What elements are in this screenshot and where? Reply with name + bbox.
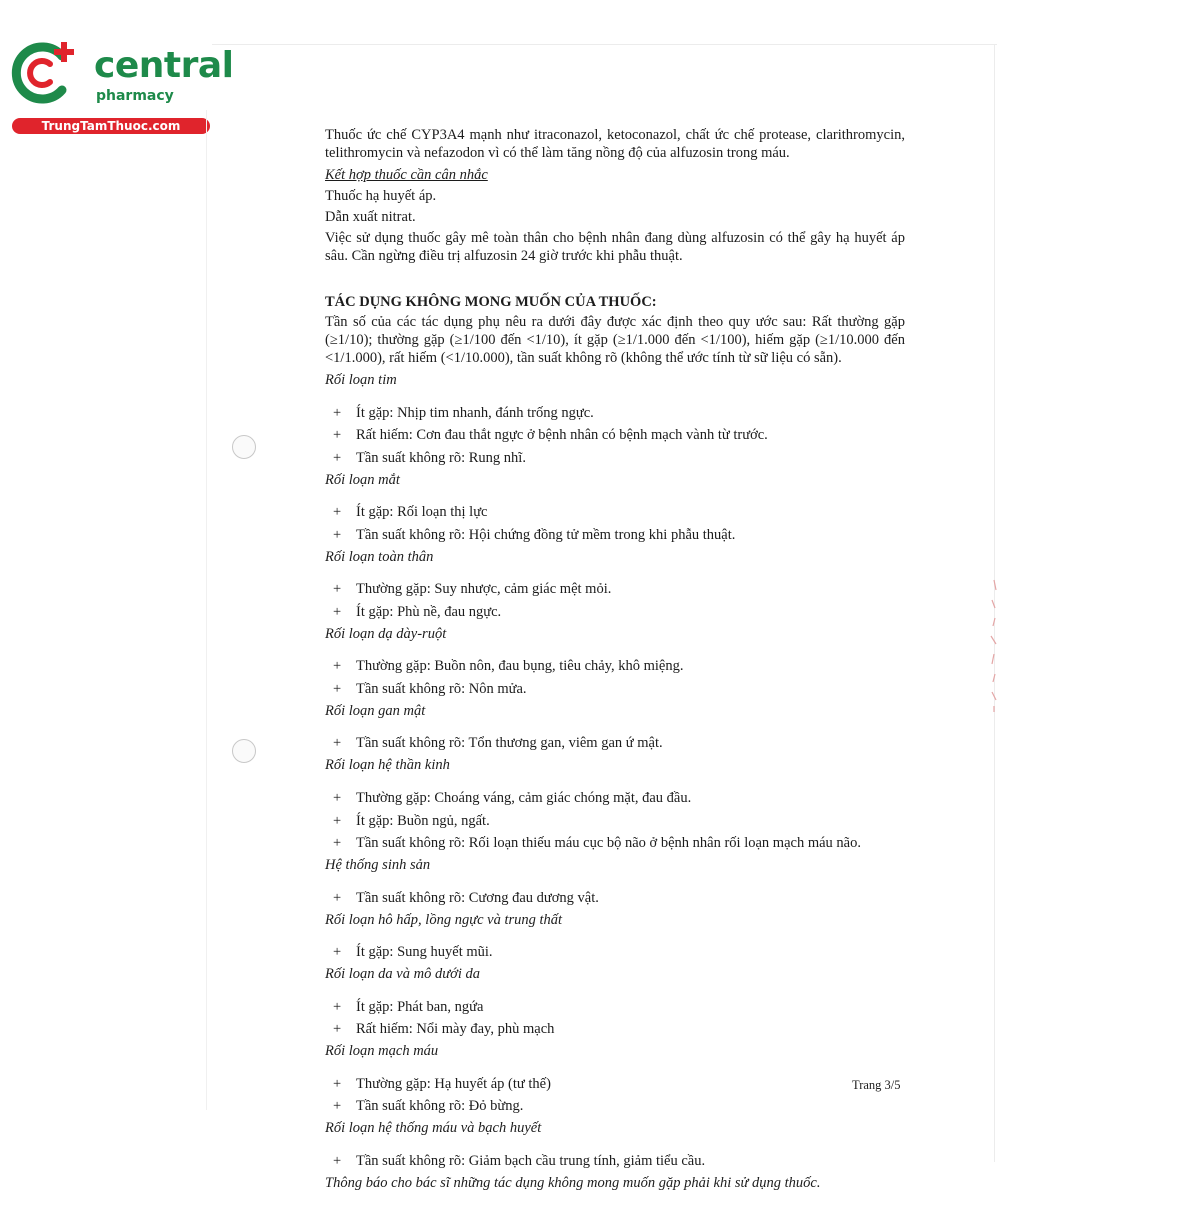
category-title: Rối loạn mạch máu <box>325 1043 439 1060</box>
category-title: Rối loạn toàn thân <box>325 548 434 565</box>
list-item-text: Rất hiếm: Nổi mày đay, phù mạch <box>356 1021 555 1038</box>
category-title: Rối loạn dạ dày-ruột <box>325 625 447 642</box>
list-item <box>325 449 905 467</box>
list-item <box>325 1075 905 1093</box>
plus-bullet-icon: + <box>333 835 342 852</box>
page-number: Trang 3/5 <box>852 1078 901 1092</box>
category-title: Rối loạn hệ thần kinh <box>325 757 450 774</box>
plus-bullet-icon: + <box>333 449 342 466</box>
scan-edge <box>206 110 207 1110</box>
list-item-text: Tần suất không rõ: Đỏ bừng. <box>356 1098 524 1115</box>
plus-bullet-icon: + <box>333 1152 342 1169</box>
list-item <box>325 734 905 752</box>
section-title: TÁC DỤNG KHÔNG MONG MUỐN CỦA THUỐC: <box>325 294 657 310</box>
plus-bullet-icon: + <box>333 526 342 543</box>
list-item <box>325 1097 905 1115</box>
scan-edge <box>212 44 997 45</box>
list-item <box>325 812 905 830</box>
logo-name: central <box>94 45 234 86</box>
list-item <box>325 834 905 852</box>
plus-bullet-icon: + <box>333 1075 342 1092</box>
list-item <box>325 426 905 444</box>
interaction-paragraph: Thuốc ức chế CYP3A4 mạnh như itraconazol, ketoconazol, chất ức chế protease, clarithromycin, telithromycin và nefazodon vì có thể làm tăng nồng độ của alfuzosin trong máu. <box>325 127 905 161</box>
text-line: Dẫn xuất nitrat. <box>325 209 416 225</box>
list-item-text: Rất hiếm: Cơn đau thắt ngực ở bệnh nhân có bệnh mạch vành từ trước. <box>356 427 768 444</box>
anesthesia-paragraph: Việc sử dụng thuốc gây mê toàn thân cho bệnh nhân đang dùng alfuzosin có thể gây hạ huyết áp sâu. Cần ngừng điều trị alfuzosin 24 giờ trước khi phẫu thuật. <box>325 230 905 264</box>
plus-bullet-icon: + <box>333 1098 342 1115</box>
list-item-text: Ít gặp: Sung huyết mũi. <box>356 944 493 961</box>
list-item-text: Tần suất không rõ: Rối loạn thiếu máu cục bộ não ở bệnh nhân rối loạn mạch máu não. <box>356 835 861 852</box>
list-item-text: Tần suất không rõ: Nôn mửa. <box>356 680 527 697</box>
logo-website-banner: TrungTamThuoc.com <box>12 118 210 134</box>
list-item-text: Ít gặp: Buồn ngủ, ngất. <box>356 812 490 829</box>
list-item <box>325 657 905 675</box>
category-title: Hệ thống sinh sản <box>325 857 431 874</box>
list-item <box>325 580 905 598</box>
list-item <box>325 943 905 961</box>
list-item <box>325 404 905 422</box>
list-item <box>325 789 905 807</box>
plus-bullet-icon: + <box>333 427 342 444</box>
list-item-text: Thường gặp: Suy nhược, cảm giác mệt mỏi. <box>356 581 612 598</box>
plus-bullet-icon: + <box>333 889 342 906</box>
list-item <box>325 503 905 521</box>
list-item-text: Ít gặp: Rối loạn thị lực <box>356 504 488 521</box>
punch-hole <box>232 435 256 459</box>
list-item-text: Tần suất không rõ: Cương đau dương vật. <box>356 889 599 906</box>
plus-bullet-icon: + <box>333 603 342 620</box>
adverse-effects-list <box>325 371 905 1170</box>
punch-hole <box>232 739 256 763</box>
plus-bullet-icon: + <box>333 944 342 961</box>
category-title: Rối loạn tim <box>325 372 397 388</box>
list-item-text: Thường gặp: Choáng váng, cảm giác chóng mặt, đau đầu. <box>356 789 692 806</box>
plus-bullet-icon: + <box>333 812 342 829</box>
category-title: Rối loạn hệ thống máu và bạch huyết <box>325 1120 542 1137</box>
category-title: Rối loạn mắt <box>325 471 400 488</box>
logo-subtitle: pharmacy <box>96 88 174 104</box>
list-item <box>325 1152 905 1170</box>
document-body <box>325 126 905 1206</box>
list-item-text: Thường gặp: Buồn nôn, đau bụng, tiêu chảy, khô miệng. <box>356 658 684 675</box>
list-item <box>325 526 905 544</box>
plus-bullet-icon: + <box>333 581 342 598</box>
list-item-text: Tần suất không rõ: Tổn thương gan, viêm gan ứ mật. <box>356 735 663 752</box>
list-item-text: Tần suất không rõ: Rung nhĩ. <box>356 449 526 466</box>
pharmacy-logo-icon <box>10 38 80 108</box>
list-item <box>325 680 905 698</box>
plus-bullet-icon: + <box>333 504 342 521</box>
list-item <box>325 603 905 621</box>
list-item-text: Ít gặp: Phù nề, đau ngực. <box>356 603 502 620</box>
text-line: Thuốc hạ huyết áp. <box>325 188 437 204</box>
frequency-paragraph: Tần số của các tác dụng phụ nêu ra dưới đây được xác định theo quy ước sau: Rất thường gặp (≥1/10); thường gặp (≥1/100 đến <1/10), ít gặp (≥1/1.000 đến <1/100), hiếm gặp (≥1/10.000 đến <1/1.000), rất hiếm (<1/10.000), tần suất không rõ (không thể ước tính từ sữ liệu có sẵn). <box>325 314 905 366</box>
list-item-text: Ít gặp: Phát ban, ngứa <box>356 998 484 1015</box>
list-item-text: Thường gặp: Hạ huyết áp (tư thế) <box>356 1075 551 1092</box>
list-item <box>325 1020 905 1038</box>
list-item-text: Tần suất không rõ: Hội chứng đồng tử mềm trong khi phẫu thuật. <box>356 526 736 543</box>
plus-bullet-icon: + <box>333 735 342 752</box>
category-title: Rối loạn gan mật <box>325 702 426 719</box>
plus-bullet-icon: + <box>333 789 342 806</box>
closing-note: Thông báo cho bác sĩ những tác dụng không mong muốn gặp phải khi sử dụng thuốc. <box>325 1174 821 1191</box>
plus-bullet-icon: + <box>333 658 342 675</box>
list-item <box>325 998 905 1016</box>
plus-bullet-icon: + <box>333 998 342 1015</box>
list-item <box>325 889 905 907</box>
category-title: Rối loạn da và mô dưới da <box>325 966 480 983</box>
list-item-text: Tần suất không rõ: Giảm bạch cầu trung tính, giảm tiểu cầu. <box>356 1152 706 1169</box>
category-title: Rối loạn hô hấp, lồng ngực và trung thất <box>325 911 563 928</box>
margin-scribble-marks <box>986 578 1000 713</box>
plus-bullet-icon: + <box>333 404 342 421</box>
subheading-combinations: Kết hợp thuốc cần cân nhắc <box>325 167 488 183</box>
plus-bullet-icon: + <box>333 1021 342 1038</box>
pharmacy-logo <box>10 38 234 138</box>
list-item-text: Ít gặp: Nhịp tim nhanh, đánh trống ngực. <box>356 404 594 421</box>
plus-bullet-icon: + <box>333 680 342 697</box>
